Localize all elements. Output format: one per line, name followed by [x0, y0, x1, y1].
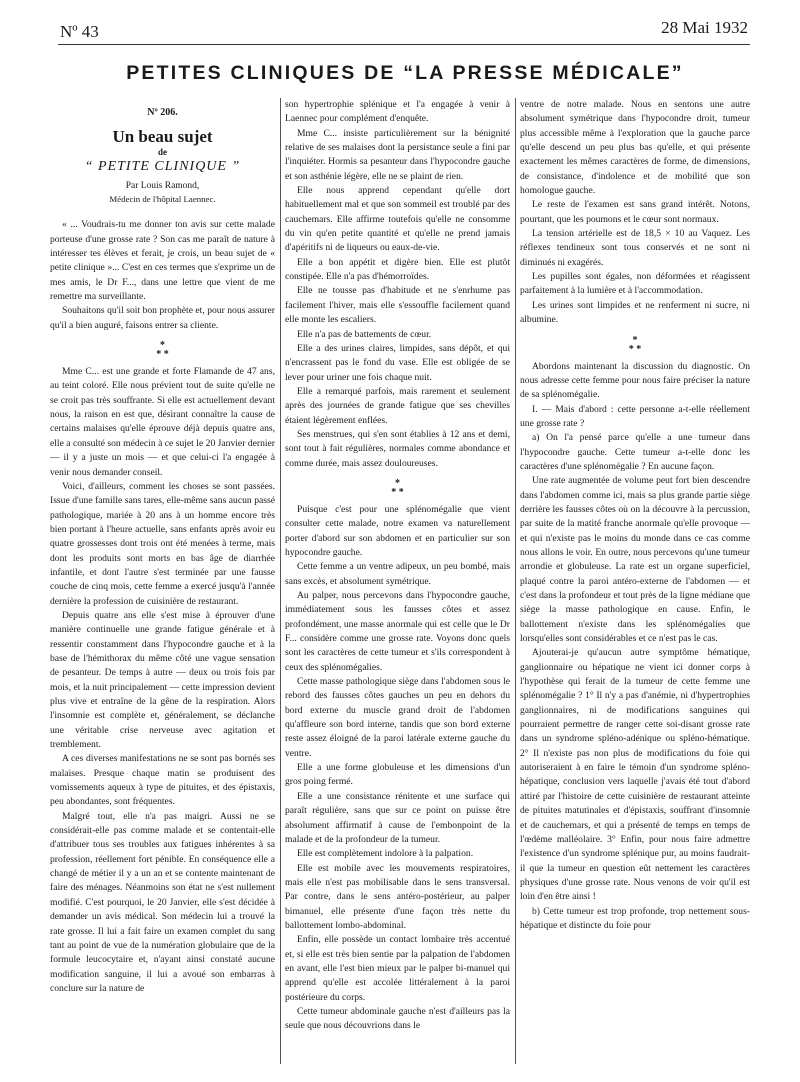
paragraph: Souhaitons qu'il soit bon prophète et, pour nous assurer qu'il a bien auguré, faisons entrer sa cliente.: [50, 305, 275, 331]
paragraph: Mme C... insiste particulièrement sur la bénignité relative de ses malaises dont la persistance seule a fini par l'inquiéter. Hormis sa pesanteur dans l'hypocondre gauche et son asthénie légère, elle ne se plaint de rien.: [285, 127, 510, 182]
paragraph: Ajouterai-je qu'aucun autre symptôme hématique, ganglionnaire ou hépatique ne vient ici donner corps à l'hypothèse qui ferait de la tumeur de cette femme une splénomégalie ? 1° Il n'y a pas d'anémie, ni d'hypertrophies ganglionnaires, ni de modifications sanguines qui pourraient permettre de ranger cette soi-disant grosse rate dans un syndrome spléno-adénique ou spléno-hématique. 2° Il n'existe pas non plus de modifications du foie qui autoriseraient à en faire le témoin d'un syndrome spléno-hépatique, conclusion vers laquelle j'avais été tout d'abord attiré par l'histoire de cette cuisinière de restaurant atteinte de pituites matutinales et d'épistaxis, souffrant d'insomnie et de cauchemars, et qui a présenté de temps en temps de l'œdème malléolaire. 3° Enfin, pour nous faire admettre l'existence d'un syndrome splénique pur, au moins faudrait-il que la tumeur en question eût nettement les caractères physiques d'une grosse rate. Nous venons de voir qu'il est loin d'en être ainsi !: [520, 647, 750, 903]
column-divider-1: [280, 98, 281, 1064]
text-column-1: [50, 98, 275, 1066]
paragraph: Elle a une forme globuleuse et les dimensions d'un gros poing fermé.: [285, 762, 510, 788]
paragraph: Elle ne tousse pas d'habitude et ne s'enrhume pas facilement l'hiver, mais elle s'essouffle facilement quand elle monte les escaliers.: [285, 285, 510, 326]
paragraph: Enfin, elle possède un contact lombaire très accentué et, si elle est très bien sentie par la palpation de l'abdomen en avant, elle l'est bien mieux par le palper bi-manuel qui apprend qu'elle est accolée littéralement à la paroi postérieure du corps.: [285, 934, 510, 1003]
section-separator: * * *: [391, 477, 404, 498]
column-divider-2: [515, 98, 516, 1064]
paragraph: Mme C... est une grande et forte Flamande de 47 ans, au teint coloré. Elle nous prévient tout de suite qu'elle ne se croit pas très souffrante. Si elle est actuellement devant nous, la raison en est que, désirant connaître la cause de certains malaises qu'elle éprouve déjà depuis quatre ans, elle a consulté son médecin à ce sujet le 20 Janvier dernier — il y a juste un mois — et que celui-ci l'a engagée à venir nous demander conseil.: [50, 366, 275, 478]
paragraph: Elle nous apprend cependant qu'elle dort habituellement mal et que son sommeil est troublé par des cauchemars. Elle affirme toutefois qu'elle ne consomme du vin qu'en petite quantité et qu'elle ne prend jamais d'apéritifs ni de liqueurs ou eaux-de-vie.: [285, 185, 510, 254]
paragraph: Les pupilles sont égales, non déformées et réagissent parfaitement à la lumière et à l'accommodation.: [520, 271, 750, 297]
article-author: Par Louis Ramond,: [125, 181, 200, 192]
paragraph: Les urines sont limpides et ne renferment ni sucre, ni albumine.: [520, 299, 750, 326]
paragraph: Abordons maintenant la discussion du diagnostic. On nous adresse cette femme pour nous faire préciser la nature de sa splénomégalie.: [520, 360, 750, 401]
article-title: Un beau sujet: [112, 127, 213, 147]
paragraph: Elle a bon appétit et digère bien. Elle est plutôt constipée. Elle n'a pas d'hémorroïdes.: [285, 256, 510, 283]
paragraph: b) Cette tumeur est trop profonde, trop nettement sous-hépatique et distincte du foie pour: [520, 905, 750, 931]
article-subtitle: “ PETITE CLINIQUE ”: [84, 159, 241, 175]
article-title-de: de: [158, 147, 167, 158]
text-column-3: [520, 98, 750, 1066]
paragraph: Elle a une consistance rénitente et une surface qui paraît régulière, sans que sur ce point on puisse être absolument affirmatif à cause de l'embonpoint de la malade et de la profondeur de la tumeur.: [285, 790, 510, 845]
paragraph: Le reste de l'examen est sans grand intérêt. Notons, pourtant, que les poumons et le cœur sont normaux.: [520, 199, 750, 225]
paragraph: Cette masse pathologique siège dans l'abdomen sous le rebord des fausses côtes gauches un peu en dehors du bord externe du muscle grand droit de l'abdomen qu'affleure son bord interne, tandis que son bord externe reste assez éloigné de la paroi latérale externe gauche du ventre.: [285, 676, 510, 759]
paragraph: I. — Mais d'abord : cette personne a-t-elle réellement une grosse rate ?: [520, 403, 750, 429]
paragraph: Voici, d'ailleurs, comment les choses se sont passées. Issue d'une famille sans tares, elle-même sans aucun passé pathologique, mariée à 20 ans à un homme encore très bien portant à l'heure actuelle, sans enfants après avoir eu quatre grossesses dont trois ont été menées à terme, mais dont les produits sont morts en bas âge de diarrhée infantile, et dont l'autre s'est terminée par une fausse couche de cinq mois, cette femme a exercé jusqu'à l'année dernière la profession de cuisinière de restaurant.: [50, 480, 275, 607]
paragraph: Cette tumeur abdominale gauche n'est d'ailleurs pas la seule que nous découvrions dans le: [285, 1005, 510, 1032]
section-separator: * * *: [156, 340, 169, 361]
paragraph: Elle est mobile avec les mouvements respiratoires, mais elle n'est pas mobilisable dans le sens transversal. Par contre, dans le sens antéro-postérieur, au palper bimanuel, elle présente d'une façon très nette du ballottement lombo-abdominal.: [285, 862, 510, 931]
issue-number: Nº 43: [60, 22, 99, 41]
paragraph: Elle a remarqué parfois, mais rarement et seulement après des journées de grande fatigue que ses chevilles étaient légèrement enflées.: [285, 385, 510, 426]
paragraph: son hypertrophie splénique et l'a engagée à venir à Laennec pour complément d'enquête.: [285, 99, 510, 125]
header-rule: [58, 44, 750, 45]
paragraph: a) On l'a pensé parce qu'elle a une tumeur dans l'hypocondre gauche. Cette tumeur a-t-elle donc les caractères d'une splénomégalie ? En aucune façon.: [520, 432, 750, 472]
paragraph: Elle n'a pas de battements de cœur.: [297, 328, 432, 340]
section-separator: * * *: [628, 334, 642, 355]
paragraph: Depuis quatre ans elle s'est mise à éprouver d'une manière continuelle une grande fatigue générale et à ressentir constamment dans l'hypocondre gauche et à la base de l'hémithorax du même côté une vague sensation de pesanteur. De temps à autre — deux ou trois fois par mois, et la nuit principalement — cette impression devient plus vive et entraîne de la gêne de la respiration. Alors l'insomnie est complète et, généralement, se déclanche une véritable crise nerveuse avec agitation et tremblement.: [50, 609, 275, 751]
paragraph: A ces diverses manifestations ne se sont pas bornés ses malaises. Presque chaque matin se produisent des vomissements aqueux à type de pituites, et des épistaxis, peu abondantes, sont fréquentes.: [50, 753, 275, 808]
paragraph: Ses menstrues, qui s'en sont établies à 12 ans et demi, sont tout à fait régulières, normales comme abondance et comme durée, mais assez douloureuses.: [285, 428, 510, 469]
text-column-2: [285, 98, 510, 1066]
section-banner: PETITES CLINIQUES DE “LA PRESSE MÉDICALE”: [126, 62, 684, 84]
paragraph: ventre de notre malade. Nous en sentons une autre absolument symétrique dans l'hypocondre droit, tumeur plus accessible même à l'exploration que la gauche parce qu'elle descend un peu plus bas qu'elle, et qui présente exactement les mêmes caractères de forme, de dimensions, de consistance, d'indolence et de mobilité que son homologue gauche.: [520, 99, 750, 197]
article-affiliation: Médecin de l'hôpital Laennec.: [109, 194, 216, 205]
paragraph: Malgré tout, elle n'a pas maigri. Aussi ne se considérait-elle pas comme malade et se contentait-elle d'attribuer tous ses troubles aux fatigues inhérentes à sa profession, réellement fort pénible. En conséquence elle a changé de métier il y a un an et se contente maintenant de faire des ménages. Néanmoins son état ne s'est nullement modifié. C'est pourquoi, le 20 Janvier, elle s'est décidée à demander un avis médical. Son médecin lui a trouvé la rate grosse. Il lui a fait faire un examen complet du sang tant au point de vue de la numération globulaire que de la formule leucocytaire et, n'ayant ainsi constaté aucune modification sanguine, il lui a avoué son embarras à conclure sur la nature de: [50, 810, 275, 994]
paragraph: Puisque c'est pour une splénomégalie que vient consulter cette malade, notre examen va naturellement porter d'abord sur son abdomen et en particulier sur son hypocondre gauche.: [285, 503, 510, 558]
paragraph: Elle est complètement indolore à la palpation.: [297, 848, 474, 860]
paragraph: Une rate augmentée de volume peut fort bien descendre dans l'abdomen comme ici, mais sa plus grande partie siège derrière les fausses côtes où on la découvre à la percussion, par suite de la matité franche anormale qu'elle provoque — et qui n'existe pas le moins du monde dans ce cas comme nous allons le voir. En outre, nous percevons qu'une tumeur arrondie et globuleuse. La rate est un organe superficiel, plaqué contre la paroi antéro-externe de l'abdomen — et c'est dans la profondeur et tout près de la ligne médiane que siège la masse pathologique en cause. Enfin, le ballottement n'existe dans les splénomégalies que lorsqu'elles sont considérables et ce n'est pas le cas.: [520, 475, 750, 645]
paragraph: La tension artérielle est de 18,5 × 10 au Vaquez. Les réflexes tendineux sont tous conservés et ne sont ni diminués ni exagérés.: [520, 228, 750, 268]
article-number: Nº 206.: [147, 107, 178, 118]
paragraph: « ... Voudrais-tu me donner ton avis sur cette malade porteuse d'une grosse rate ? Son cas me paraît de nature à intéresser tes élèves et ferait, je crois, un beau sujet de « petite clinique »... C'est en ces termes que s'exprime un de mes amis, le Dr F..., dans une lettre que vient de me remettre ma surveillante.: [50, 219, 275, 303]
issue-date: 28 Mai 1932: [661, 18, 748, 37]
paragraph: Elle a des urines claires, limpides, sans dépôt, et qui n'encrassent pas le fond du vase. Elle est obligée de se lever pour uriner une fois chaque nuit.: [285, 342, 510, 383]
paragraph: Au palper, nous percevons dans l'hypocondre gauche, immédiatement sous les fausses côtes et assez profondément, une masse anormale qui est celle que le Dr F... considère comme une grosse rate. Voyons donc quels sont les caractères de cette tumeur et s'ils correspondent à ceux des splénomégalies.: [285, 590, 510, 673]
paragraph: Cette femme a un ventre adipeux, un peu bombé, mais sans excès, et absolument symétrique.: [285, 561, 510, 587]
